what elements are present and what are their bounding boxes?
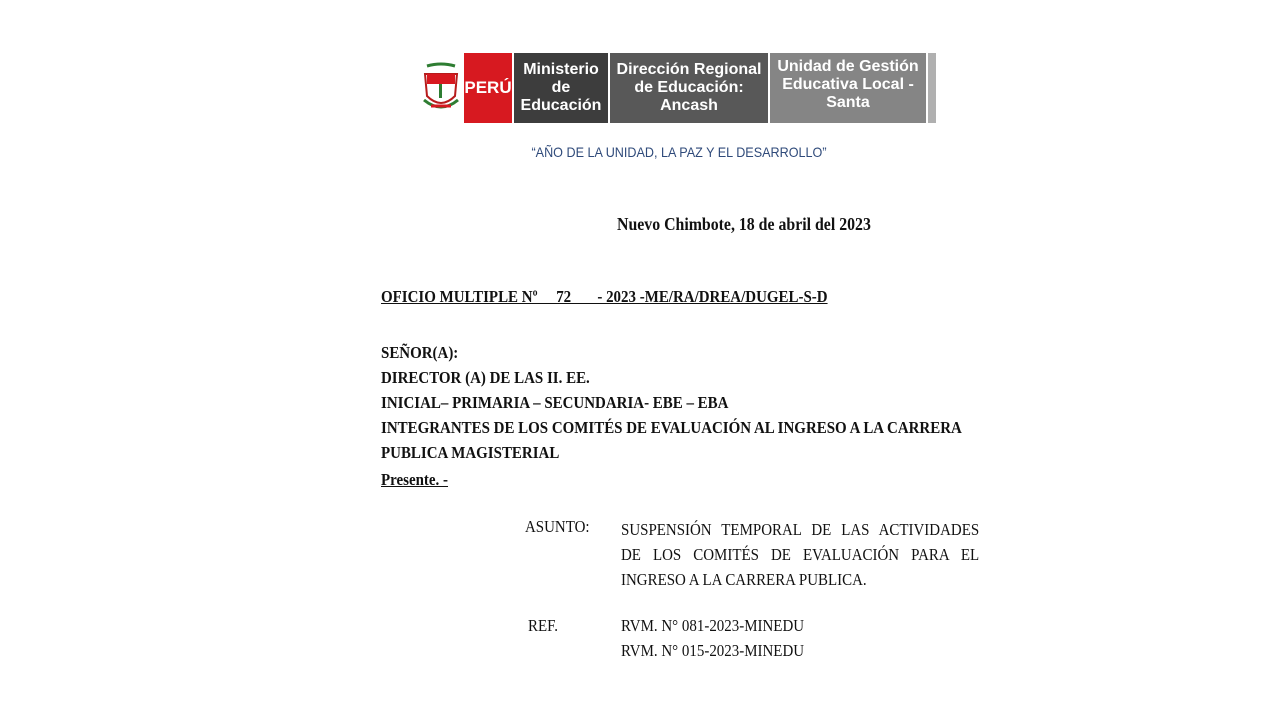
- header-edge-block: [926, 53, 936, 123]
- oficio-number: OFICIO MULTIPLE Nº 72 - 2023 -ME/RA/DREA/DUGEL-S-D: [381, 287, 828, 306]
- unidad-line-2: Educativa Local -: [782, 76, 914, 93]
- ugel-block: [768, 53, 926, 123]
- direccion-line-3: Ancash: [660, 97, 718, 114]
- ministerio-line-1: Ministerio: [523, 61, 599, 78]
- recipient-line: PUBLICA MAGISTERIAL: [381, 443, 560, 462]
- asunto-line: DE LOS COMITÉS DE EVALUACIÓN PARA EL: [621, 545, 980, 564]
- recipient-line: DIRECTOR (A) DE LAS II. EE.: [381, 368, 590, 387]
- direccion-line-1: Dirección Regional: [616, 61, 762, 78]
- recipient-line: INICIAL– PRIMARIA – SECUNDARIA- EBE – EBA: [381, 393, 729, 412]
- direccion-regional-block: [608, 53, 768, 123]
- presente-greeting: Presente. -: [381, 470, 449, 489]
- ref-line: RVM. N° 081-2023-MINEDU: [621, 616, 805, 635]
- peru-brand-block: PERÚ: [464, 53, 512, 123]
- peru-coat-of-arms-icon: [418, 53, 464, 123]
- year-motto: “AÑO DE LA UNIDAD, LA PAZ Y EL DESARROLLO”: [531, 144, 827, 160]
- asunto-label: ASUNTO:: [525, 517, 590, 536]
- unidad-line-1: Unidad de Gestión: [777, 58, 919, 75]
- asunto-text: [621, 517, 979, 592]
- ref-line: RVM. N° 015-2023-MINEDU: [621, 641, 805, 660]
- asunto-line: SUSPENSIÓN TEMPORAL DE LAS ACTIVIDADES: [621, 520, 980, 539]
- institutional-header: [418, 53, 936, 123]
- ministerio-block: [512, 53, 608, 123]
- recipient-line: SEÑOR(A):: [381, 343, 459, 362]
- recipient-line: INTEGRANTES DE LOS COMITÉS DE EVALUACIÓN AL INGRESO A LA CARRERA: [381, 418, 962, 437]
- ministerio-line-3: Educación: [520, 97, 602, 114]
- direccion-line-2: de Educación:: [634, 79, 744, 96]
- ministerio-line-2: de: [551, 79, 571, 96]
- ref-label: REF.: [528, 616, 558, 635]
- unidad-line-3: Santa: [826, 94, 870, 111]
- asunto-line: INGRESO A LA CARRERA PUBLICA.: [621, 570, 867, 589]
- letter-date: Nuevo Chimbote, 18 de abril del 2023: [617, 214, 871, 234]
